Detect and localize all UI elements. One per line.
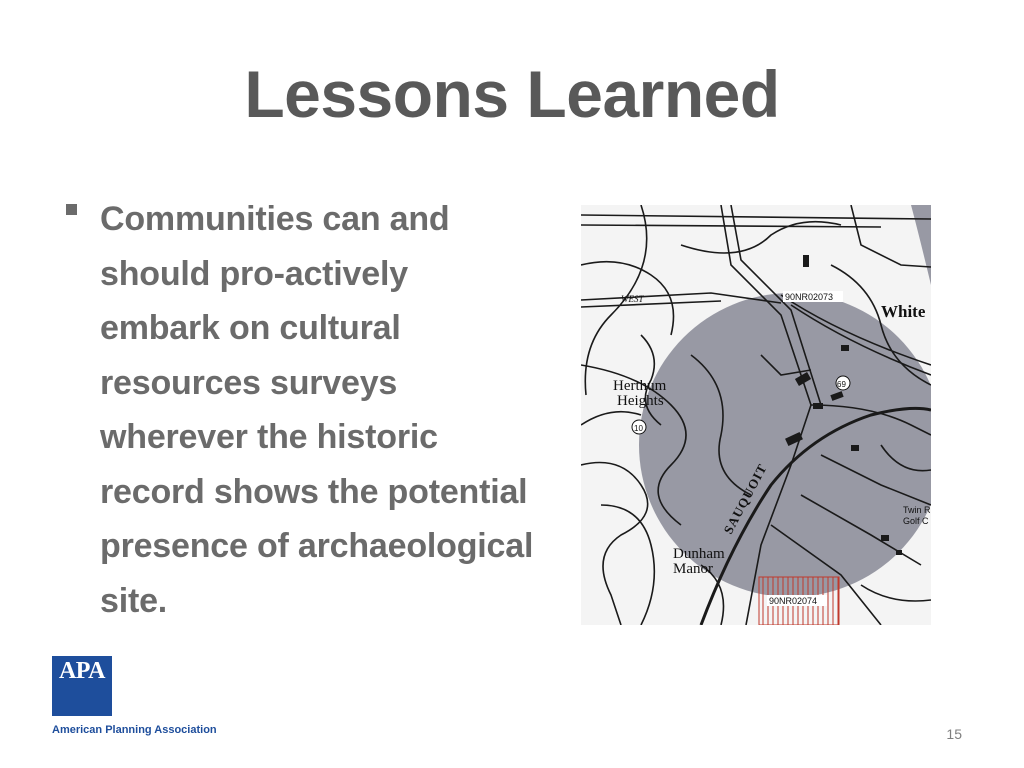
page-number: 15 (946, 726, 962, 742)
apa-org-name: American Planning Association (52, 724, 217, 736)
place-label-twin: Twin R (903, 505, 931, 515)
square-bullet-icon (66, 204, 77, 215)
bullet-text: Communities can and should pro-actively embark on cultural resources surveys wherever the historic record shows the potential presence of archaeological site. (100, 200, 534, 620)
apa-logo (52, 656, 217, 736)
site-map-image (581, 205, 931, 625)
street-label-west: WEST (621, 294, 644, 304)
bullet-item (66, 192, 536, 628)
place-label-heights: Heights (617, 393, 664, 409)
map-svg (581, 205, 931, 625)
place-label-dunham: Dunham (673, 546, 725, 562)
apa-logo-mark (52, 656, 112, 716)
route-label-b: 10 (634, 424, 643, 433)
buffer-edge (911, 205, 931, 285)
route-label-a: 69 (837, 380, 846, 389)
place-label-golf: Golf C (903, 516, 929, 526)
apa-logo-letters: APA (58, 658, 106, 684)
place-label-white: White (881, 302, 926, 321)
slide-title: Lessons Learned (244, 57, 780, 131)
place-label-manor: Manor (673, 561, 713, 577)
site-label-b: 90NR02074 (769, 596, 818, 606)
place-label-herthum: Herthum (613, 378, 667, 394)
creek-label: SAUQUOIT (720, 461, 770, 537)
site-label-a: 90NR02073 (785, 292, 834, 302)
